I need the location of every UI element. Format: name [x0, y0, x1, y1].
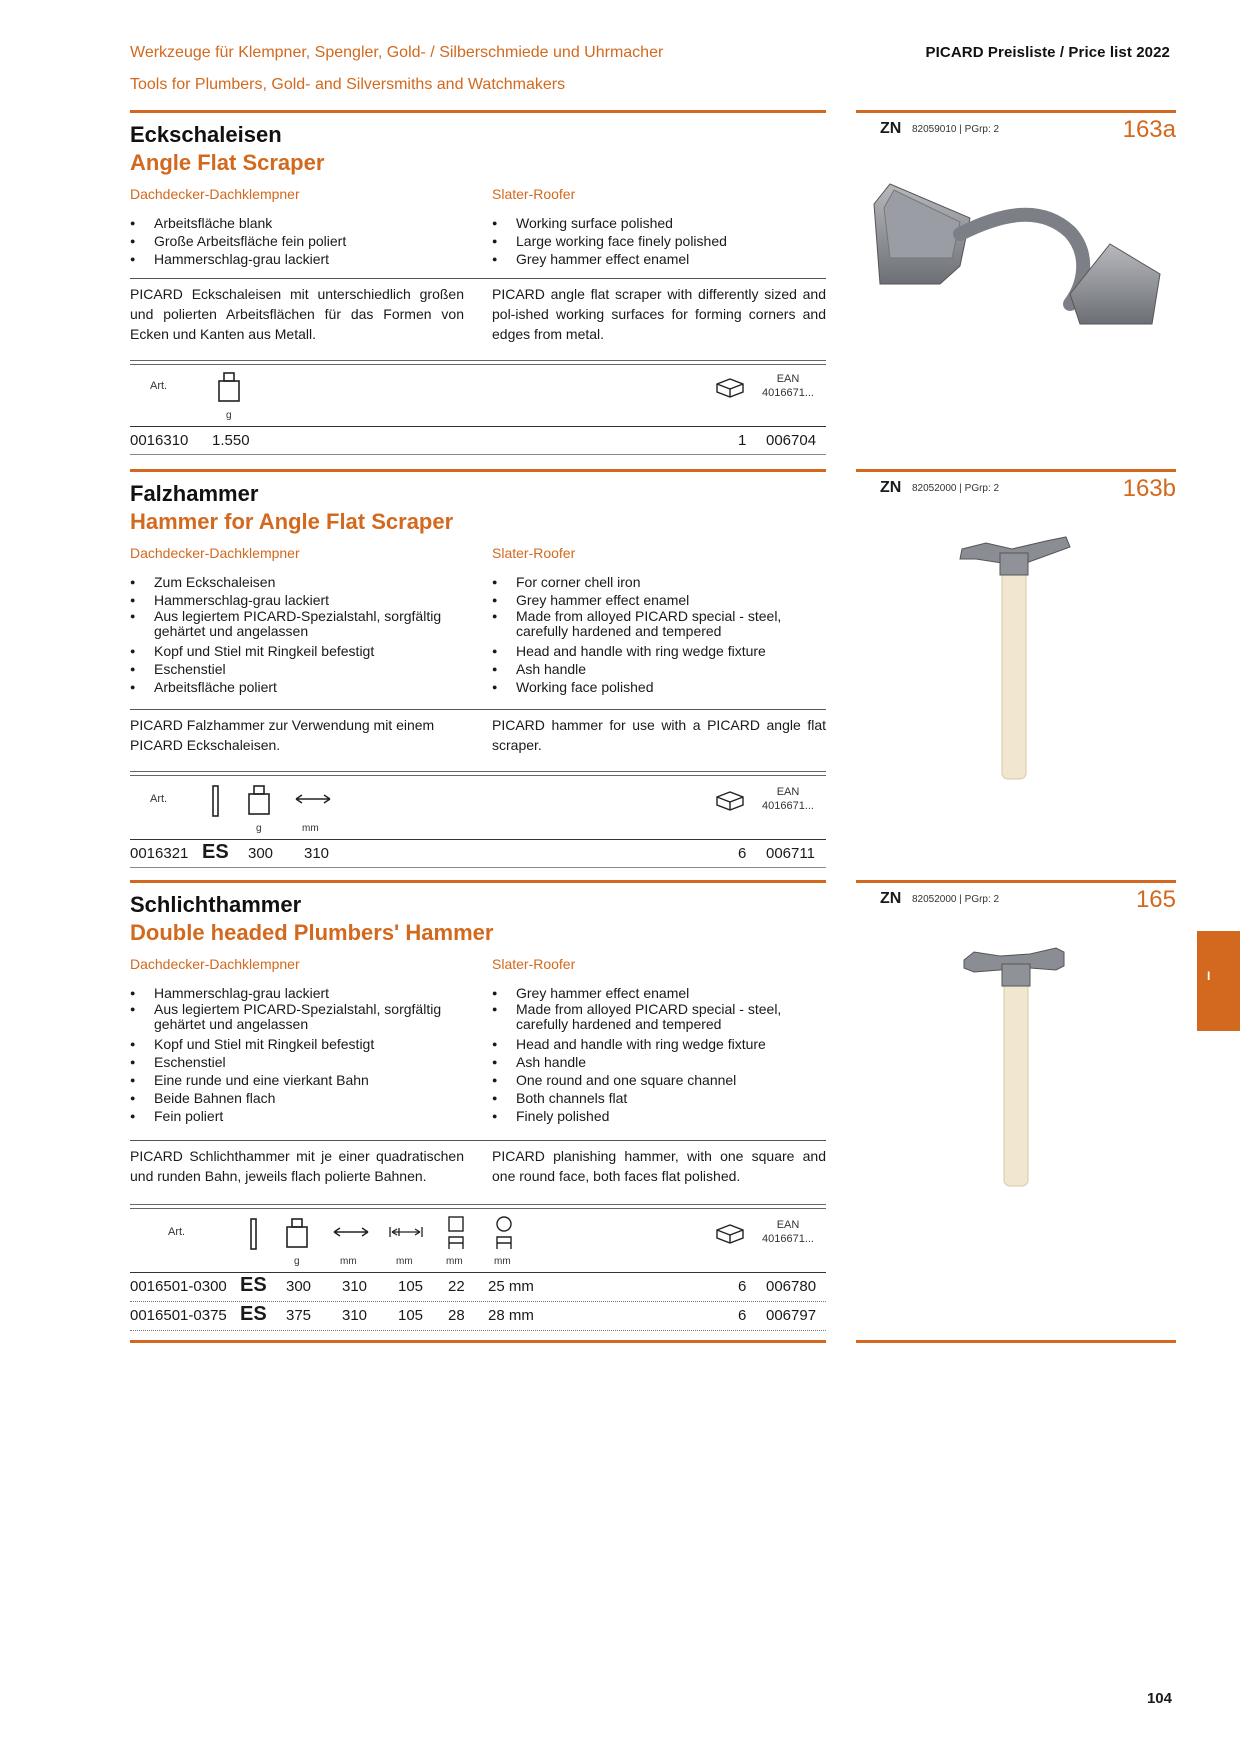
section-divider — [130, 469, 826, 472]
round-face-value: 25 mm — [488, 1278, 534, 1295]
description-de: PICARD Schlichthammer mit je einer quadratischen und runden Bahn, jeweils flach polierte Bahnen. — [130, 1148, 464, 1184]
length-value: 310 — [342, 1278, 368, 1295]
feature-item: ● Hammerschlag-grau lackiert — [130, 250, 460, 268]
feature-item: ● Grey hammer effect enamel — [492, 984, 826, 1002]
feature-item: ● Made from alloyed PICARD special - steel, carefully hardened and tempered — [492, 1002, 826, 1032]
feature-item: ● Beide Bahnen flach — [130, 1089, 460, 1107]
description-de: PICARD Falzhammer zur Verwendung mit einem PICARD Eckschaleisen. — [130, 717, 435, 753]
ean-prefix: 4016671... — [762, 387, 814, 399]
feature-item: ● Kopf und Stiel mit Ringkeil befestigt — [130, 1035, 460, 1053]
ean-label — [762, 372, 814, 400]
round-face-icon — [494, 1216, 514, 1250]
unit-g: g — [226, 410, 232, 421]
handle-type-icon — [212, 785, 220, 817]
round-face-value: 28 mm — [488, 1307, 534, 1324]
table-header-rule — [130, 426, 826, 427]
zn-label: ZN — [880, 120, 902, 137]
pack-quantity: 1 — [738, 432, 747, 449]
length-value: 310 — [304, 845, 330, 862]
product-title-en: Hammer for Angle Flat Scraper — [130, 509, 454, 534]
feature-item: ● Ash handle — [492, 660, 826, 678]
package-icon — [716, 1224, 744, 1244]
section-end-rule — [856, 1340, 1176, 1343]
es-badge: ES — [240, 1303, 267, 1325]
table-header-rule — [130, 839, 826, 840]
category-de: Dachdecker-Dachklempner — [130, 186, 300, 202]
section-divider — [856, 469, 1176, 472]
feature-item: ● Eine runde und eine vierkant Bahn — [130, 1071, 460, 1089]
feature-item: ● Fein poliert — [130, 1107, 460, 1125]
features-de — [130, 984, 460, 1125]
category-de: Dachdecker-Dachklempner — [130, 956, 300, 972]
article-number: 0016310 — [130, 432, 189, 449]
catalog-page-ref: 165 — [1135, 886, 1176, 913]
product-section-falzhammer — [130, 469, 826, 869]
product-title-de: Falzhammer — [130, 481, 259, 506]
table-top-rule — [130, 1204, 826, 1209]
page-number: 104 — [1146, 1690, 1172, 1707]
feature-item: ● Working face polished — [492, 678, 826, 696]
feature-item: ● One round and one square channel — [492, 1071, 826, 1089]
separator — [130, 1140, 826, 1141]
row-divider — [130, 1301, 826, 1302]
article-number: 0016501-0300 — [130, 1278, 227, 1295]
feature-item: ● Aus legiertem PICARD-Spezialstahl, sorgfältig gehärtet und angelassen — [130, 609, 460, 639]
product-title-de: Schlichthammer — [130, 892, 302, 917]
category-de: Dachdecker-Dachklempner — [130, 545, 300, 561]
art-label: Art. — [150, 380, 168, 392]
head-length-value: 105 — [398, 1307, 424, 1324]
feature-item: ● Grey hammer effect enamel — [492, 250, 826, 268]
square-face-value: 22 — [448, 1278, 465, 1295]
feature-item: ● Working surface polished — [492, 214, 826, 232]
row-rule — [130, 454, 826, 455]
zn-label: ZN — [880, 479, 902, 496]
falzhammer-image — [956, 533, 1076, 783]
ean-title: EAN — [776, 786, 800, 798]
es-badge: ES — [240, 1274, 267, 1296]
feature-item: ● Aus legiertem PICARD-Spezialstahl, sorgfältig gehärtet und angelassen — [130, 1002, 460, 1032]
separator — [130, 709, 826, 710]
description-de: PICARD Eckschaleisen mit unterschiedlich großen und polierten Arbeitsflächen für das Formen von Ecken und Kanten aus Metall. — [130, 286, 464, 342]
art-label: Art. — [168, 1226, 186, 1238]
zn-label: ZN — [880, 890, 902, 907]
features-de — [130, 573, 460, 696]
schlichthammer-image — [960, 942, 1070, 1192]
ean-title: EAN — [776, 373, 800, 385]
header-title-en: Tools for Plumbers, Gold- and Silversmiths and Watchmakers — [130, 76, 566, 93]
feature-item: ● Eschenstiel — [130, 660, 460, 678]
feature-item: ● Both channels flat — [492, 1089, 826, 1107]
unit-mm: mm — [446, 1256, 463, 1267]
unit-mm: mm — [302, 823, 319, 834]
pack-quantity: 6 — [738, 1278, 747, 1295]
separator — [130, 278, 826, 279]
product-title-de: Eckschaleisen — [130, 122, 282, 147]
article-number: 0016321 — [130, 845, 189, 862]
unit-mm: mm — [396, 1256, 413, 1267]
art-label: Art. — [150, 793, 168, 805]
square-face-icon — [446, 1216, 466, 1250]
customs-code: 82059010 | PGrp: 2 — [912, 124, 1000, 135]
description-en: PICARD planishing hammer, with one square and one round face, both faces flat polished. — [492, 1148, 826, 1184]
pack-quantity: 6 — [738, 1307, 747, 1324]
feature-item: ● Made from alloyed PICARD special - steel, carefully hardened and tempered — [492, 609, 826, 639]
section-divider — [856, 880, 1176, 883]
length-value: 310 — [342, 1307, 368, 1324]
product-title-en: Angle Flat Scraper — [130, 150, 325, 175]
feature-item: ● Grey hammer effect enamel — [492, 591, 826, 609]
catalog-page-ref: 163b — [1122, 475, 1176, 502]
weight-icon — [286, 1218, 308, 1248]
package-icon — [716, 378, 744, 398]
ean-code: 006704 — [766, 432, 817, 449]
weight-value: 300 — [248, 845, 274, 862]
ean-title: EAN — [776, 1219, 800, 1231]
section-divider — [130, 110, 826, 113]
feature-item: ● Head and handle with ring wedge fixture — [492, 1035, 826, 1053]
feature-item: ● Eschenstiel — [130, 1053, 460, 1071]
weight-value: 375 — [286, 1307, 312, 1324]
description-en: PICARD angle flat scraper with differently sized and pol-ished working surfaces for forming corners and edges from metal. — [492, 286, 826, 342]
feature-item: ● Große Arbeitsfläche fein poliert — [130, 232, 460, 250]
weight-value: 1.550 — [212, 432, 250, 449]
chapter-tab[interactable] — [1197, 931, 1240, 1031]
feature-item: ● Hammerschlag-grau lackiert — [130, 591, 460, 609]
table-top-rule — [130, 360, 826, 365]
es-badge: ES — [202, 841, 229, 863]
table-top-rule — [130, 771, 826, 776]
head-length-icon — [388, 1226, 424, 1238]
section-divider — [130, 880, 826, 883]
product-meta-falzhammer — [856, 469, 1176, 869]
ean-code: 006711 — [766, 845, 815, 862]
category-en: Slater-Roofer — [492, 186, 576, 202]
row-rule — [130, 867, 826, 868]
catalog-page-ref: 163a — [1122, 116, 1176, 143]
ean-prefix: 4016671... — [762, 1233, 814, 1245]
weight-value: 300 — [286, 1278, 312, 1295]
unit-mm: mm — [340, 1256, 357, 1267]
features-en — [492, 214, 826, 268]
pricelist-label: PICARD Preisliste / Price list 2022 — [925, 44, 1170, 61]
product-title-en: Double headed Plumbers' Hammer — [130, 920, 494, 945]
section-end-rule — [130, 1340, 826, 1343]
features-en — [492, 573, 826, 696]
angle-flat-scraper-image — [860, 174, 1170, 314]
article-number: 0016501-0375 — [130, 1307, 227, 1324]
category-en: Slater-Roofer — [492, 956, 576, 972]
feature-item: ● Arbeitsfläche blank — [130, 214, 460, 232]
feature-item: ● Hammerschlag-grau lackiert — [130, 984, 460, 1002]
row-divider — [130, 1330, 826, 1331]
ean-label — [762, 785, 814, 813]
customs-code: 82052000 | PGrp: 2 — [912, 483, 1000, 494]
feature-item: ● Kopf und Stiel mit Ringkeil befestigt — [130, 642, 460, 660]
ean-prefix: 4016671... — [762, 800, 814, 812]
section-divider — [856, 110, 1176, 113]
feature-item: ● For corner chell iron — [492, 573, 826, 591]
feature-item: ● Head and handle with ring wedge fixture — [492, 642, 826, 660]
feature-item: ● Arbeitsfläche poliert — [130, 678, 460, 696]
package-icon — [716, 791, 744, 811]
customs-code: 82052000 | PGrp: 2 — [912, 894, 1000, 905]
product-section-angle-flat-scraper — [130, 110, 826, 450]
product-meta-schlichthammer — [856, 880, 1176, 1350]
weight-icon — [248, 785, 270, 815]
ean-code: 006780 — [766, 1278, 817, 1295]
category-en: Slater-Roofer — [492, 545, 576, 561]
features-en — [492, 984, 826, 1125]
unit-g: g — [256, 823, 262, 834]
length-arrow-icon — [294, 793, 332, 805]
unit-mm: mm — [494, 1256, 511, 1267]
features-de — [130, 214, 460, 268]
ean-code: 006797 — [766, 1307, 817, 1324]
pack-quantity: 6 — [738, 845, 747, 862]
ean-label — [762, 1218, 814, 1246]
chapter-tab-label: I — [1207, 969, 1211, 983]
feature-item: ● Ash handle — [492, 1053, 826, 1071]
handle-type-icon — [250, 1218, 258, 1250]
feature-item: ● Finely polished — [492, 1107, 826, 1125]
product-section-schlichthammer — [130, 880, 826, 1350]
length-arrow-icon — [332, 1226, 370, 1238]
square-face-value: 28 — [448, 1307, 465, 1324]
description-en: PICARD hammer for use with a PICARD angle flat scraper. — [492, 717, 826, 753]
feature-item: ● Large working face finely polished — [492, 232, 826, 250]
head-length-value: 105 — [398, 1278, 424, 1295]
feature-item: ● Zum Eckschaleisen — [130, 573, 460, 591]
weight-icon — [218, 372, 240, 402]
product-meta-angle-flat-scraper — [856, 110, 1176, 460]
header-title-de: Werkzeuge für Klempner, Spengler, Gold- / Silberschmiede und Uhrmacher — [130, 44, 664, 61]
unit-g: g — [294, 1256, 300, 1267]
table-header-rule — [130, 1272, 826, 1273]
